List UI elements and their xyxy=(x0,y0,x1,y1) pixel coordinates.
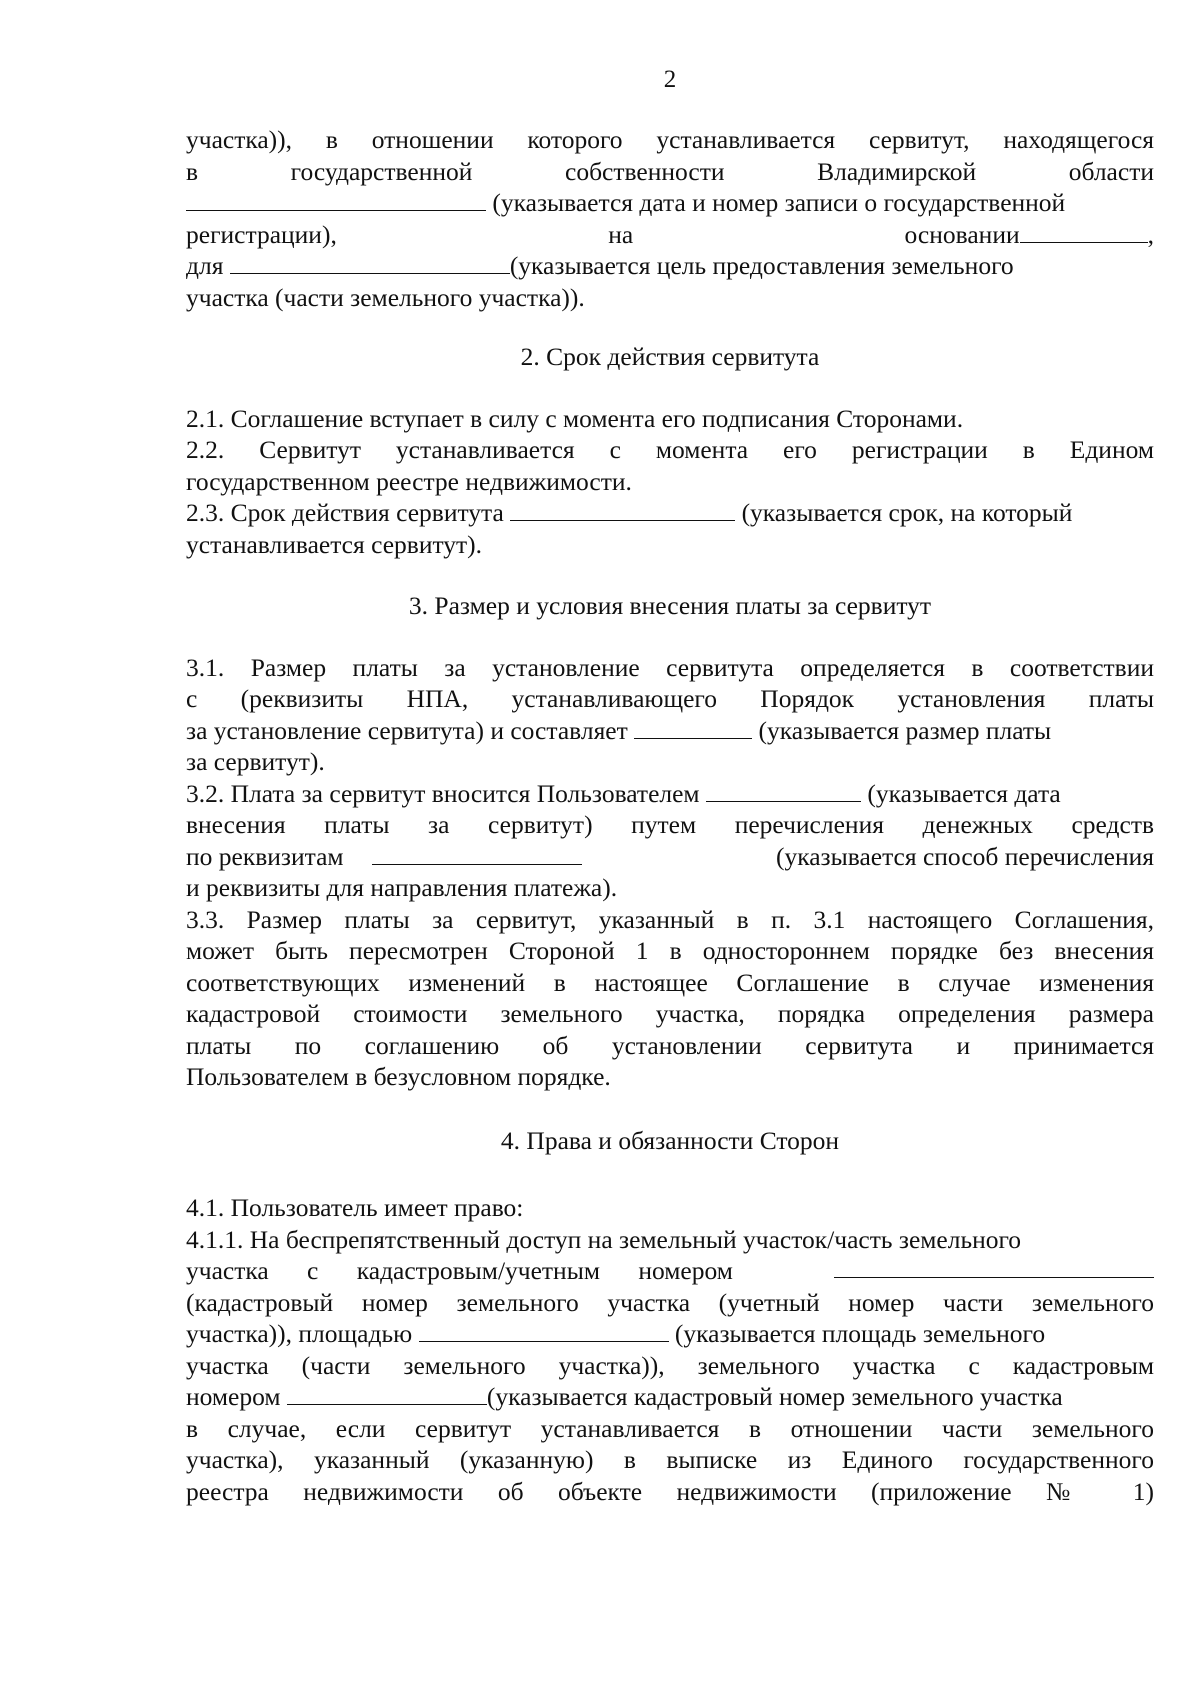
section-3-2-details-label: по реквизитам xyxy=(186,841,344,871)
blank-field-basis xyxy=(1020,220,1148,243)
section-3-1-line-2: с (реквизиты НПА, устанавливающего Порядок установления платы xyxy=(186,684,1154,713)
section-4-1-1-line-6 xyxy=(186,1381,1154,1413)
section-3-2-line-2: внесения платы за сервитут) путем перечисления денежных средств xyxy=(186,810,1154,839)
section-3-2-line-4: и реквизиты для направления платежа). xyxy=(186,873,618,902)
intro-basis-label: основании xyxy=(904,219,1020,249)
section-3-1-hint: (указывается размер платы xyxy=(758,715,1052,745)
section-3-3-line-1: 3.3. Размер платы за сервитут, указанный в п. 3.1 настоящего Соглашения, xyxy=(186,904,1154,934)
blank-field-area xyxy=(419,1319,669,1342)
section-3-3-line-3: соответствующих изменений в настоящее Соглашение в случае изменения xyxy=(186,967,1154,997)
intro-line-4-mid: на xyxy=(608,219,634,249)
section-2-3-label: 2.3. Срок действия сервитута xyxy=(186,498,504,527)
section-3-3-line-2: может быть пересмотрен Стороной 1 в одностороннем порядке без внесения xyxy=(186,936,1154,965)
section-4-1-1-number-hint: (указывается кадастровый номер земельного участка xyxy=(486,1382,1063,1411)
section-2-2-line-1: 2.2. Сервитут устанавливается с момента его регистрации в Едином xyxy=(186,435,1154,464)
intro-line-4-right xyxy=(905,219,1154,251)
intro-line-4-left: регистрации), xyxy=(186,219,337,249)
section-4-1-1-line-9: реестра недвижимости об объекте недвижимости (приложение № 1) xyxy=(186,1476,1154,1506)
section-3-heading: 3. Размер и условия внесения платы за сервитут xyxy=(408,591,932,620)
intro-line-4 xyxy=(186,219,1154,251)
document-body xyxy=(186,124,1154,1507)
blank-field-plot-number xyxy=(287,1382,487,1405)
blank-field-cadastral xyxy=(834,1255,1154,1278)
section-4-1-1-area-label: участка)), площадью xyxy=(186,1319,413,1348)
section-3-2-hint: (указывается дата xyxy=(867,778,1061,808)
section-2-3-line-1 xyxy=(186,497,1154,529)
section-3-1-text: за установление сервитута) и составляет xyxy=(186,715,628,745)
blank-field-purpose xyxy=(230,251,510,274)
blank-field-term xyxy=(510,498,735,521)
section-3-2-text: 3.2. Плата за сервитут вносится Пользователем xyxy=(186,778,700,808)
section-4-1-1-area-hint: (указывается площадь земельного xyxy=(674,1319,1046,1348)
section-4-1-1-line-3: (кадастровый номер земельного участка (учетный номер части земельного xyxy=(186,1287,1154,1317)
section-4-1: 4.1. Пользователь имеет право: xyxy=(186,1193,524,1222)
section-4-1-1-line-8: участка), указанный (указанную) в выписке из Единого государственного xyxy=(186,1445,1154,1474)
intro-line-5-text: (указывается цель предоставления земельного xyxy=(509,251,1014,280)
section-2-3-line-2: устанавливается сервитут). xyxy=(186,529,483,559)
section-2-heading: 2. Срок действия сервитута xyxy=(520,342,820,371)
section-3-3-line-4: кадастровой стоимости земельного участка, порядка определения размера xyxy=(186,999,1154,1028)
intro-line-1: участка)), в отношении которого устанавливается сервитут, находящегося xyxy=(186,125,1154,154)
section-4-1-1-line-5: участка (части земельного участка)), земельного участка с кадастровым xyxy=(186,1350,1154,1380)
section-3-1-line-4: за сервитут). xyxy=(186,747,325,776)
section-3-2-line-1 xyxy=(186,778,1154,810)
section-4-1-1-number-label: номером xyxy=(186,1382,281,1411)
section-4-heading: 4. Права и обязанности Сторон xyxy=(500,1125,840,1155)
intro-line-3-text: (указывается дата и номер записи о государственной xyxy=(492,188,1066,217)
section-4-1-1-line-4 xyxy=(186,1318,1154,1350)
section-3-2-details xyxy=(186,841,582,873)
blank-field-registration xyxy=(186,188,486,211)
section-2-3-hint: (указывается срок, на который xyxy=(741,498,1073,527)
section-4-1-1-line-7: в случае, если сервитут устанавливается в отношении части земельного xyxy=(186,1413,1154,1443)
section-2-2-line-2: государственном реестре недвижимости. xyxy=(186,466,632,496)
intro-line-2: в государственной собственности Владимирской области xyxy=(186,156,1154,186)
intro-line-6: участка (части земельного участка)). xyxy=(186,282,585,312)
section-3-2-line-3 xyxy=(186,841,1154,873)
section-3-3-line-6: Пользователем в безусловном порядке. xyxy=(186,1062,611,1091)
section-4-1-1-line-1: 4.1.1. На беспрепятственный доступ на земельный участок/часть земельного xyxy=(186,1224,1022,1254)
section-4-1-1-cadastral-label: участка с кадастровым/учетным номером xyxy=(186,1256,733,1285)
intro-line-5-left: для xyxy=(186,251,224,280)
section-2-1: 2.1. Соглашение вступает в силу с момента его подписания Сторонами. xyxy=(186,403,964,433)
blank-field-fee xyxy=(634,716,752,739)
page-number: 2 xyxy=(663,66,677,93)
intro-line-5 xyxy=(186,250,1154,282)
section-3-2-details-hint: (указывается способ перечисления xyxy=(775,841,1154,871)
section-3-1-line-1: 3.1. Размер платы за установление сервитута определяется в соответствии xyxy=(186,652,1154,682)
blank-field-payment-date xyxy=(706,779,861,802)
intro-line-3 xyxy=(186,187,1154,219)
section-3-3-line-5: платы по соглашению об установлении сервитута и принимается xyxy=(186,1030,1154,1060)
blank-field-requisites xyxy=(372,842,582,865)
section-3-1-line-3 xyxy=(186,715,1154,747)
section-4-1-1-line-2 xyxy=(186,1255,1154,1287)
intro-comma: , xyxy=(1147,219,1154,249)
